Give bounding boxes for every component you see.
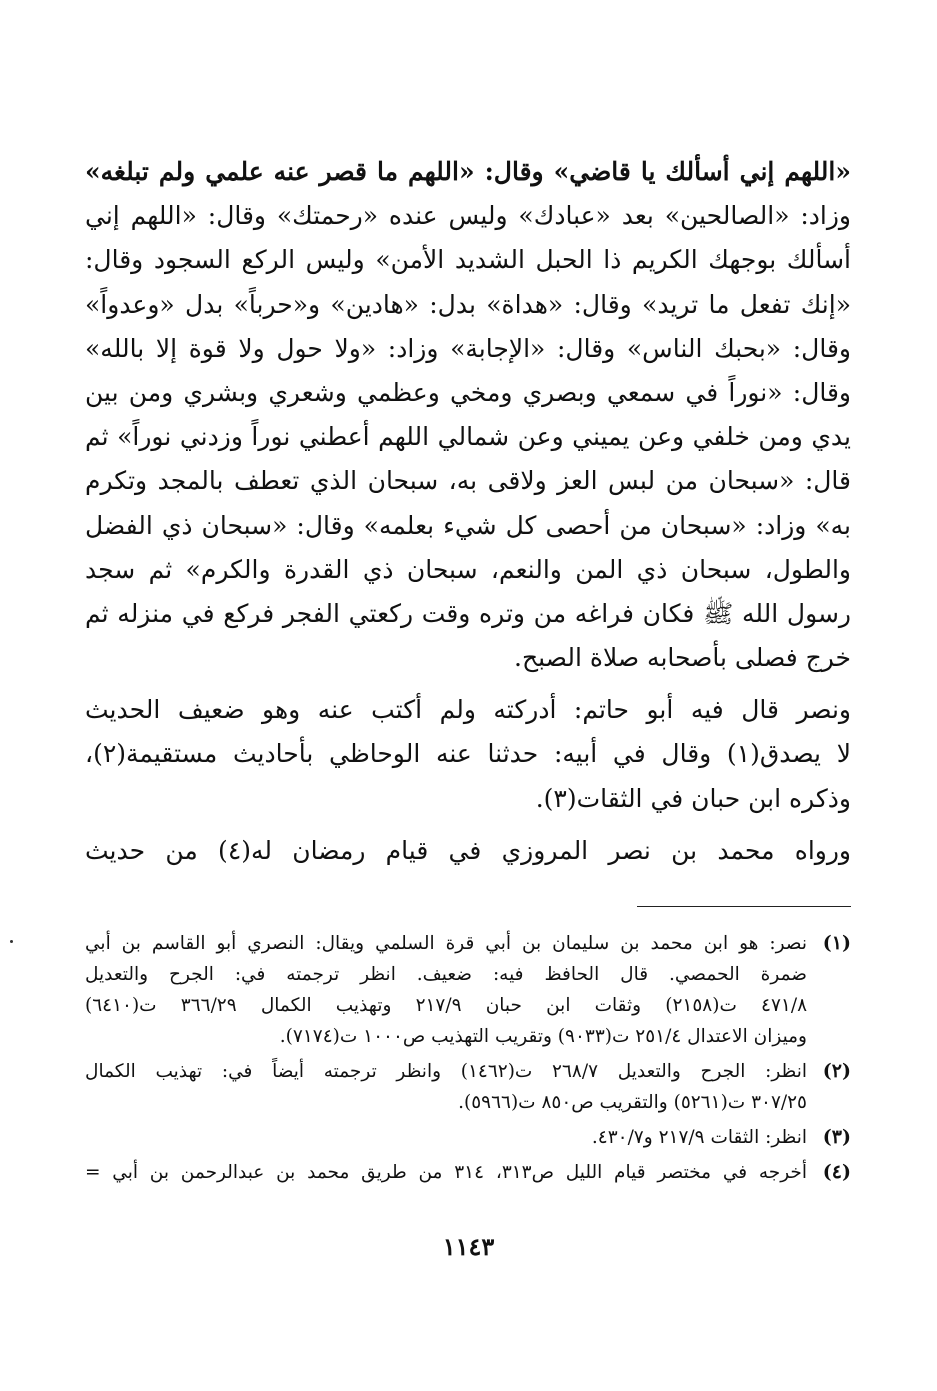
footnote-line: وميزان الاعتدال ٢٥١/٤ ت(٩٠٣٣) وتقريب التهذيب ص١٠٠٠ ت(٧١٧٤). (279, 1026, 807, 1047)
text-line: «اللهم إني أسألك يا قاضي» وقال: «اللهم ما قصر عنه علمي ولم تبلغه» (85, 157, 851, 186)
footnotes (85, 928, 851, 1192)
footnote-number: (٢) (822, 1060, 851, 1082)
text-line: يدي ومن خلفي وعن يميني وعن شمالي اللهم أعطني نوراً وزدني نوراً» ثم (85, 422, 851, 452)
footnote-line: ٤٧١/٨ ت(٢١٥٨) وثقات ابن حبان ٢١٧/٩ وتهذيب الكمال ٣٦٦/٢٩ ت(٦٤١٠) (85, 995, 808, 1016)
footnote-line: ضمرة الحمصي. قال الحافظ فيه: ضعيف. انظر ترجمته في: الجرح والتعديل (85, 964, 807, 985)
footnote-body (85, 1122, 807, 1153)
text-line: خرج فصلى بأصحابه صلاة الصبح. (514, 643, 851, 673)
text-line: ورواه محمد بن نصر المروزي في قيام رمضان له(٤) من حديث (85, 835, 851, 865)
footnote-1 (85, 928, 851, 1052)
text-line: لا يصدق(١) وقال في أبيه: حدثنا عنه الوحاظي بأحاديث مستقيمة(٢)، (85, 739, 851, 769)
footnote-3 (85, 1122, 851, 1153)
text-line: وقال: «نوراً في سمعي وبصري ومخي وعظمي وشعري وبشري ومن بين (85, 377, 851, 407)
main-text-body (85, 150, 851, 873)
text-line: وذكره ابن حبان في الثقات(٣). (535, 783, 851, 813)
text-line: وقال: «بحبك الناس» وقال: «الإجابة» وزاد: «ولا حول ولا قوة إلا بالله» (85, 333, 851, 363)
text-line: ونصر قال فيه أبو حاتم: أدركته ولم أكتب عنه وهو ضعيف الحديث (85, 695, 851, 725)
footnote-4 (85, 1157, 851, 1188)
footnote-line: انظر: الجرح والتعديل ٢٦٨/٧ ت(١٤٦٢) وانظر ترجمته أيضاً في: تهذيب الكمال (85, 1061, 807, 1082)
text-line: به» وزاد: «سبحان من أحصى كل شيء بعلمه» وقال: «سبحان ذي الفضل (85, 510, 851, 540)
text-line: والطول، سبحان ذي المن والنعم، سبحان ذي القدرة والكرم» ثم سجد (85, 554, 851, 584)
text-line: رسول الله ﷺ فكان فراغه من وتره وقت ركعتي الفجر فركع في منزله ثم (85, 598, 851, 628)
footnote-line: انظر: الثقات ٢١٧/٩ و٤٣٠/٧. (591, 1127, 807, 1148)
paragraph-hadith (85, 150, 851, 680)
paragraph-marwazi (85, 829, 851, 873)
footnote-line: نصر: هو ابن محمد بن سليمان بن أبي قرة السلمي ويقال: النصري أبو القاسم بن أبي (85, 933, 807, 954)
text-line: أسألك بوجهك الكريم ذا الحبل الشديد الأمن» وليس الركع السجود وقال: (85, 245, 851, 275)
scan-speck (10, 940, 13, 943)
footnote-body (85, 1056, 807, 1118)
footnote-body (85, 928, 807, 1052)
footnote-divider (637, 906, 851, 907)
footnote-body (85, 1157, 807, 1188)
footnote-line: أخرجه في مختصر قيام الليل ص٣١٣، ٣١٤ من طريق محمد بن عبدالرحمن بن أبي = (85, 1162, 807, 1183)
paragraph-narrator (85, 688, 851, 821)
text-line: وزاد: «الصالحين» بعد «عبادك» وليس عنده «رحمتك» وقال: «اللهم إني (85, 201, 851, 231)
page-number: ١١٤٣ (442, 1232, 495, 1261)
footnote-2 (85, 1056, 851, 1118)
text-line: قال: «سبحان من لبس العز ولاقى به، سبحان الذي تعطف بالمجد وتكرم (85, 466, 851, 496)
footnote-line: ٣٠٧/٢٥ ت(٥٢٦١) والتقريب ص٨٥٠ ت(٥٩٦٦). (458, 1092, 807, 1113)
text-line: «إنك تفعل ما تريد» وقال: «هداة» بدل: «هادين» و«حرباً» بدل «وعدواً» (85, 289, 851, 319)
footnote-number: (٤) (822, 1161, 851, 1183)
footnote-number: (١) (822, 932, 851, 954)
footnote-number: (٣) (822, 1126, 851, 1148)
